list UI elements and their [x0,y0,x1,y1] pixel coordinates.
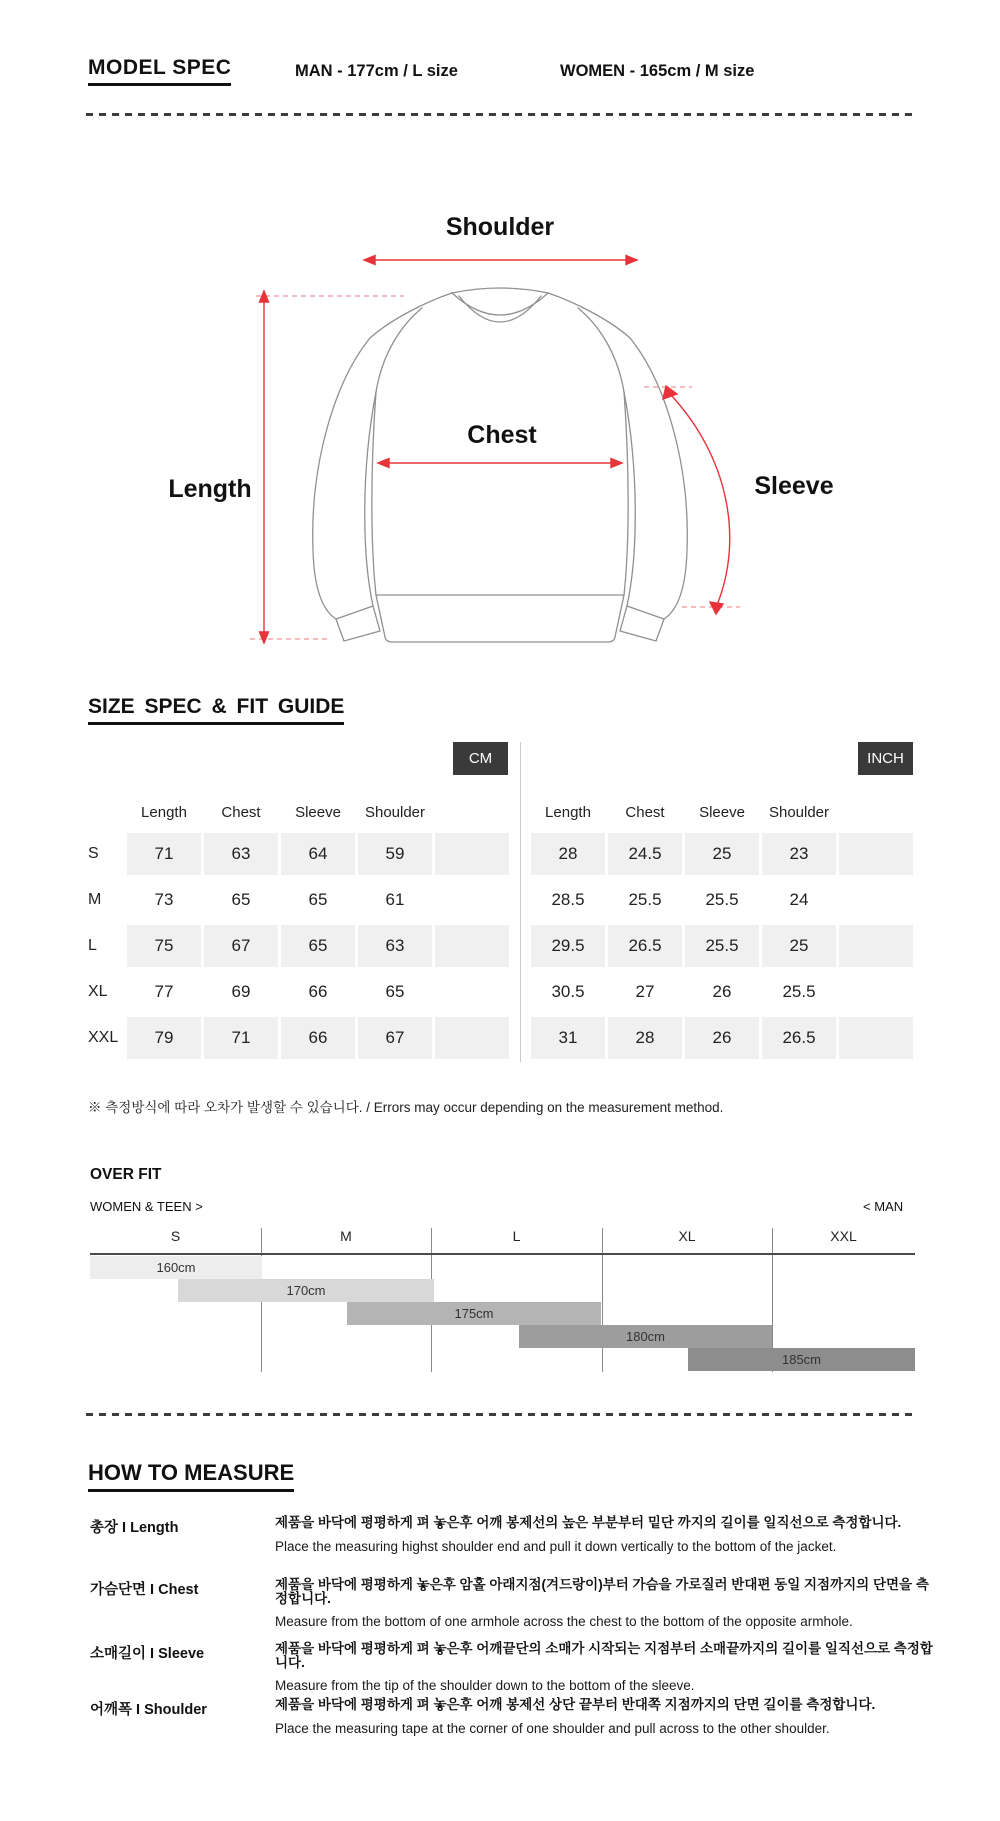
table-header-row [531,793,916,831]
measure-desc-en: Measure from the bottom of one armhole across the chest to the bottom of the opposite armhole. [275,1614,853,1629]
cell: 25 [762,925,836,967]
size-row-label: L [88,937,97,954]
fit-col-xl: XL [678,1228,696,1244]
fit-col-m: M [340,1228,352,1244]
cell: 75 [127,925,201,967]
cell: 66 [308,982,328,1001]
fit-bar-170cm: 170cm [178,1279,434,1302]
how-to-measure-heading: HOW TO MEASURE [88,1460,294,1492]
table-row [88,969,512,1015]
measure-arrows [260,256,730,644]
cell-empty [435,971,509,1013]
col-header: Shoulder [768,803,830,821]
cell: 67 [204,925,278,967]
cell: 61 [385,890,405,909]
sweatshirt-outline [313,288,688,642]
cell: 23 [762,833,836,875]
overfit-man-label: < MAN [863,1199,904,1214]
cm-badge: CM [453,742,508,775]
cell: 28 [531,833,605,875]
fit-bar-160cm: 160cm [90,1256,262,1279]
overfit-title: OVER FIT [90,1166,162,1183]
cell: 79 [127,1017,201,1059]
col-header: Length [545,803,591,821]
col-header: Chest [625,803,665,821]
measurement-note: ※ 측정방식에 따라 오차가 발생할 수 있습니다. / Errors may occur depending on the measurement method. [88,1100,724,1115]
dashed-separator-top [86,113,916,116]
col-header: Chest [221,803,261,821]
cell: 28 [608,1017,682,1059]
cell: 31 [531,1017,605,1059]
table-row [531,1015,916,1061]
table-row [531,877,916,923]
cell: 71 [127,833,201,875]
cell: 26.5 [762,1017,836,1059]
fit-bar-175cm: 175cm [347,1302,601,1325]
measure-desc-ko: 제품을 바닥에 평평하게 놓은후 암홀 아래지점(겨드랑이)부터 가슴을 가로질러 반대편 동일 지점까지의 단면을 측정합니다. [275,1577,929,1606]
cell: 73 [154,890,174,909]
measure-desc-length [275,1516,935,1555]
cell: 25.5 [782,982,816,1001]
cell-empty [435,879,509,921]
table-row [88,831,512,877]
size-row-label: S [88,845,99,862]
dashed-separator-bottom [86,1413,916,1416]
col-header: Sleeve [699,803,745,821]
length-label: Length [168,475,252,503]
measure-desc-ko: 제품을 바닥에 평평하게 펴 놓은후 어깨 봉제선 상단 끝부터 반대쪽 지점까지의 단면 길이를 측정합니다. [275,1697,876,1712]
table-row [531,831,916,877]
chest-label: Chest [467,421,537,449]
size-spec-heading: SIZE SPEC & FIT GUIDE [88,695,344,725]
model-spec-women: WOMEN - 165cm / M size [560,62,755,80]
shoulder-label: Shoulder [445,213,555,241]
cell: 65 [281,925,355,967]
measure-desc-en: Measure from the tip of the shoulder down to the bottom of the sleeve. [275,1678,695,1693]
fit-axis-line [90,1253,915,1255]
fit-col-xxl: XXL [830,1228,857,1244]
size-table-cm [88,793,512,1061]
cell-empty [839,833,913,875]
cell: 63 [358,925,432,967]
measure-label-length: 총장 I Length [90,1520,179,1536]
sleeve-arrow [670,394,730,605]
measure-desc-en: Place the measuring highst shoulder end and pull it down vertically to the bottom of the jacket. [275,1538,837,1554]
inch-badge: INCH [858,742,913,775]
cell: 65 [231,890,251,909]
cell: 26 [685,1017,759,1059]
measure-guide-dashes [250,296,740,639]
garment-measure-diagram [70,140,930,650]
cell: 25.5 [705,890,739,909]
measure-desc-sleeve [275,1642,935,1694]
size-row-label: XL [88,983,108,1000]
cell: 29.5 [531,925,605,967]
fit-col-s: S [170,1228,181,1244]
table-divider [520,742,521,1062]
cell: 66 [281,1017,355,1059]
cell: 77 [154,982,174,1001]
cell: 26 [712,982,732,1001]
size-table-inch [531,793,916,1061]
cell-empty [839,1017,913,1059]
cell: 59 [358,833,432,875]
table-row [531,923,916,969]
fit-col-l: L [512,1228,521,1244]
overfit-women-teen-label: WOMEN & TEEN > [90,1199,203,1214]
sleeve-label: Sleeve [754,472,834,500]
cell: 65 [385,982,405,1001]
cell: 64 [281,833,355,875]
cell-empty [839,971,913,1013]
measure-desc-ko: 제품을 바닥에 평평하게 펴 놓은후 어깨끝단의 소매가 시작되는 지점부터 소매끝까지의 길이를 일직선으로 측정합니다. [275,1641,933,1670]
cell: 24.5 [608,833,682,875]
fit-bar-185cm: 185cm [688,1348,915,1371]
cell: 65 [308,890,328,909]
col-header: Length [141,803,187,821]
cell-empty [435,833,509,875]
cell: 63 [204,833,278,875]
cell: 28.5 [551,890,585,909]
cell: 25 [685,833,759,875]
cell: 25.5 [628,890,662,909]
table-row [88,877,512,923]
table-row [88,923,512,969]
fit-grid-line [602,1228,603,1372]
measure-label-shoulder: 어깨폭 I Shoulder [90,1702,207,1718]
model-spec-man: MAN - 177cm / L size [295,62,458,80]
measure-desc-chest [275,1578,935,1630]
table-header-row [88,793,512,831]
size-row-label: M [88,891,102,908]
col-header: Shoulder [364,803,426,821]
cell: 69 [231,982,251,1001]
cell: 26.5 [608,925,682,967]
model-spec-title: MODEL SPEC [88,56,231,86]
measure-desc-ko: 제품을 바닥에 평평하게 펴 놓은후 어깨 봉제선의 높은 부분부터 밑단 까지의 길이를 일직선으로 측정합니다. [275,1515,902,1530]
cell: 25.5 [685,925,759,967]
table-row [88,1015,512,1061]
measure-desc-shoulder [275,1698,935,1737]
cell-empty [435,1017,509,1059]
measure-label-sleeve: 소매길이 I Sleeve [90,1646,205,1662]
measure-label-chest: 가슴단면 I Chest [90,1582,199,1598]
cell: 24 [789,890,809,909]
measure-desc-en: Place the measuring tape at the corner of one shoulder and pull across to the other shoulder. [275,1720,830,1736]
cell-empty [839,879,913,921]
cell: 71 [204,1017,278,1059]
fit-bar-180cm: 180cm [519,1325,772,1348]
cell: 30.5 [551,982,585,1001]
cell-empty [839,925,913,967]
size-row-label: XXL [88,1029,119,1046]
col-header: Sleeve [295,803,341,821]
cell: 67 [358,1017,432,1059]
cell: 27 [635,982,655,1001]
table-row [531,969,916,1015]
cell-empty [435,925,509,967]
